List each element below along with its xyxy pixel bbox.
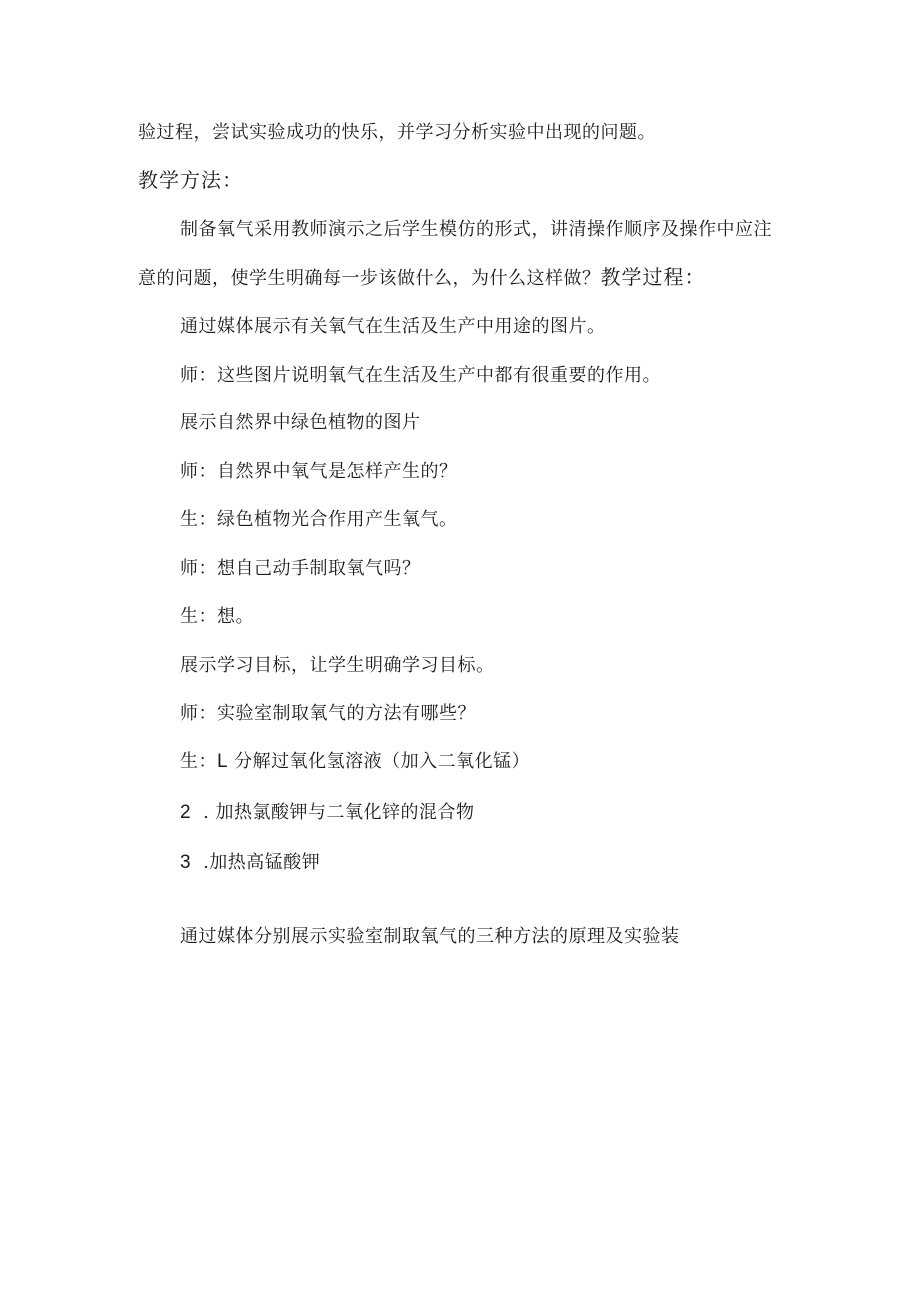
method-2-text: . 加热氯酸钾与二氧化锌的混合物	[203, 802, 475, 823]
method-2-number: 2	[180, 802, 192, 823]
method-1-number: L	[217, 751, 229, 772]
method-paragraph-text: 意的问题，使学生明确每一步该做什么，为什么这样做？	[138, 268, 601, 289]
continuation-line: 验过程，尝试实验成功的快乐，并学习分析实验中出现的问题。	[138, 122, 656, 143]
method-1-line	[180, 750, 530, 774]
dialogue-line-9: 师：实验室制取氧气的方法有哪些？	[180, 703, 476, 724]
method-1-text: 分解过氧化氢溶液（加入二氧化锰）	[234, 751, 531, 772]
dialogue-line-4: 师：自然界中氧气是怎样产生的？	[180, 461, 458, 482]
method-3-number: 3	[180, 852, 192, 873]
dialogue-line-8: 展示学习目标，让学生明确学习目标。	[180, 655, 495, 676]
method-2-line	[180, 801, 475, 825]
final-line: 通过媒体分别展示实验室制取氧气的三种方法的原理及实验装	[180, 926, 680, 947]
method-1-prefix: 生：	[180, 751, 217, 772]
method-paragraph-line-2	[138, 265, 706, 291]
method-3-text: .加热高锰酸钾	[203, 852, 321, 873]
process-heading: 教学过程：	[600, 265, 706, 289]
method-paragraph-line-1: 制备氧气采用教师演示之后学生模仿的形式，讲清操作顺序及操作中应注	[180, 219, 772, 240]
dialogue-line-5: 生：绿色植物光合作用产生氧气。	[180, 509, 458, 530]
dialogue-line-7: 生：想。	[180, 606, 254, 627]
dialogue-line-1: 通过媒体展示有关氧气在生活及生产中用途的图片。	[180, 316, 606, 337]
dialogue-line-3: 展示自然界中绿色植物的图片	[180, 412, 421, 433]
method-heading: 教学方法：	[138, 168, 243, 192]
dialogue-line-6: 师：想自己动手制取氧气吗？	[180, 558, 421, 579]
dialogue-line-2: 师：这些图片说明氧气在生活及生产中都有很重要的作用。	[180, 365, 661, 386]
method-3-line	[180, 851, 320, 875]
